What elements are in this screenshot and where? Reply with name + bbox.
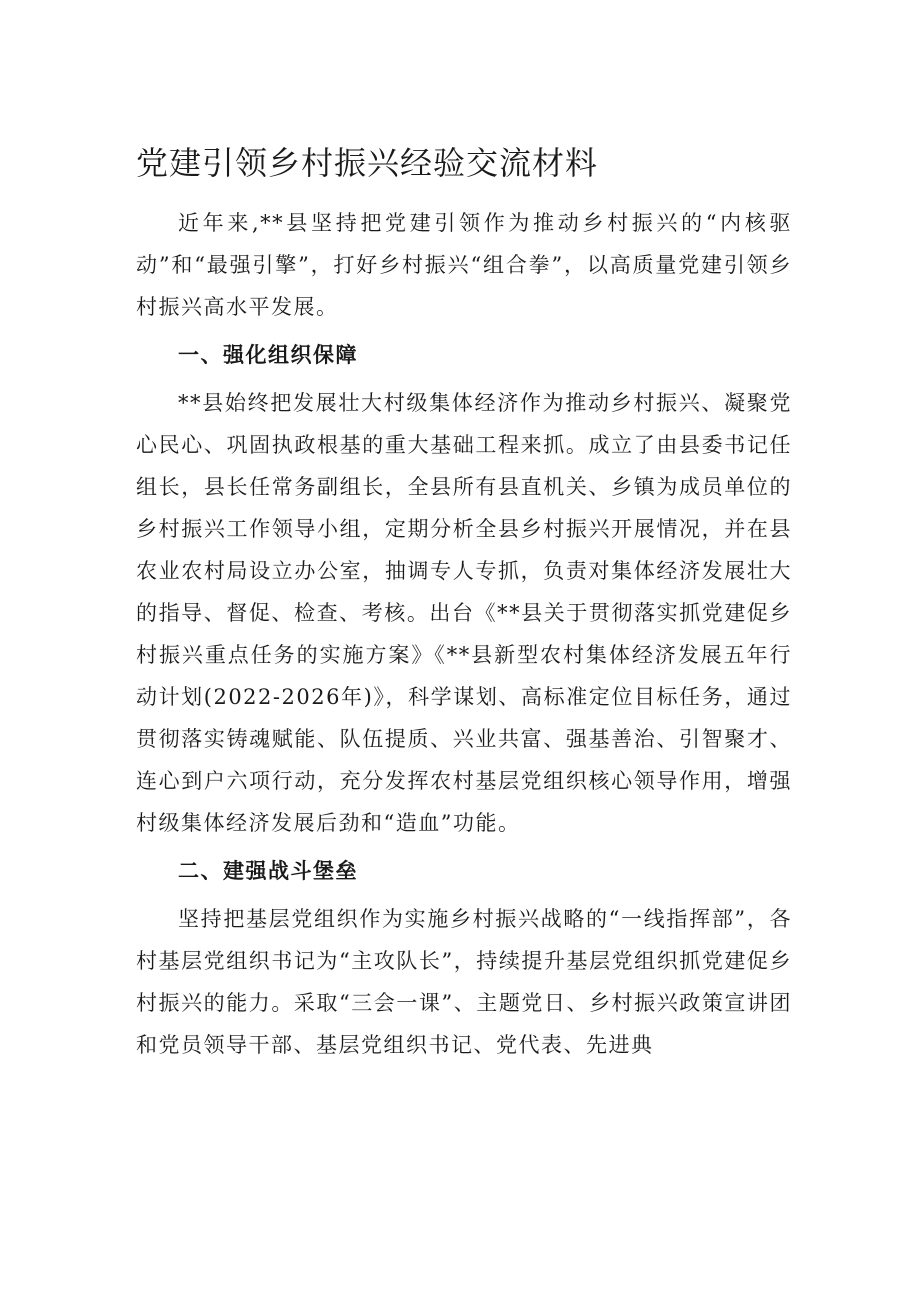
document-page xyxy=(136,140,792,1066)
intro-paragraph: 近年来,**县坚持把党建引领作为推动乡村振兴的“内核驱动”和“最强引擎”，打好乡村振兴“组合拳”，以高质量党建引领乡村振兴高水平发展。 xyxy=(136,211,792,319)
section-body-2: 坚持把基层党组织作为实施乡村振兴战略的“一线指挥部”，各村基层党组织书记为“主攻队长”，持续提升基层党组织抓党建促乡村振兴的能力。采取“三会一课”、主题党日、乡村振兴政策宣讲团和党员领导干部、基层党组织书记、党代表、先进典 xyxy=(136,907,792,1057)
section-heading-2: 二、建强战斗堡垒 xyxy=(178,858,358,883)
section-heading-1: 一、强化组织保障 xyxy=(178,342,358,367)
document-title: 党建引领乡村振兴经验交流材料 xyxy=(136,144,599,182)
section-body-1: **县始终把发展壮大村级集体经济作为推动乡村振兴、凝聚党心民心、巩固执政根基的重大基础工程来抓。成立了由县委书记任组长，县长任常务副组长，全县所有县直机关、乡镇为成员单位的乡村振兴工作领导小组，定期分析全县乡村振兴开展情况，并在县农业农村局设立办公室，抽调专人专抓，负责对集体经济发展壮大的指导、督促、检查、考核。出台《**县关于贯彻落实抓党建促乡村振兴重点任务的实施方案》《**县新型农村集体经济发展五年行动计划(2022-2026年)》，科学谋划、高标准定位目标任务，通过贯彻落实铸魂赋能、队伍提质、兴业共富、强基善治、引智聚才、连心到户六项行动，充分发挥农村基层党组织核心领导作用，增强村级集体经济发展后劲和“造血”功能。 xyxy=(136,391,792,835)
